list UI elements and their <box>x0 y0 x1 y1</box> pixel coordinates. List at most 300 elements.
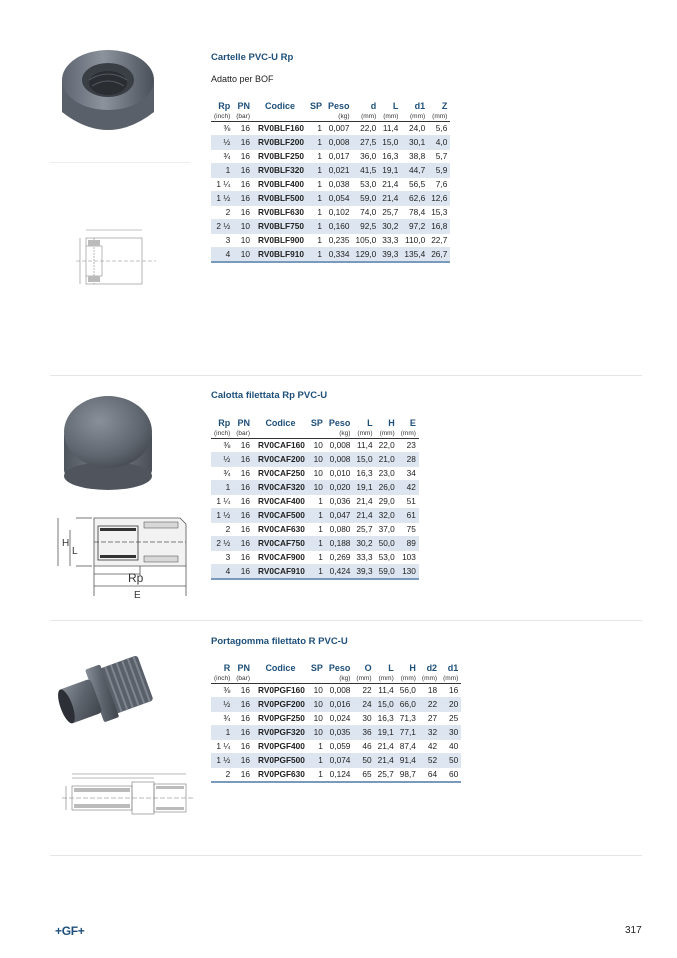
column-header: SP <box>310 418 323 428</box>
table-cell: 16 <box>233 206 253 220</box>
table-cell: 16,3 <box>375 712 397 726</box>
table-cell: 15,0 <box>375 698 397 712</box>
table-cell: 24 <box>353 698 374 712</box>
table-cell: 0,102 <box>325 206 353 220</box>
table-row <box>211 740 461 754</box>
column-header: Peso <box>328 663 351 673</box>
table-row <box>211 150 450 164</box>
table-cell: 129,0 <box>353 248 380 263</box>
table-cell: 28 <box>398 453 419 467</box>
table-cell: 26,0 <box>376 481 398 495</box>
table-cell: 0,059 <box>326 740 354 754</box>
unit-label: (mm) <box>375 674 397 684</box>
technical-drawing-portagomma <box>58 768 198 830</box>
product-code: RV0BLF320 <box>253 164 307 178</box>
table-cell: 2 <box>211 523 233 537</box>
table-cell: ¾ <box>211 712 233 726</box>
table-cell: 10 <box>233 220 253 234</box>
table-cell: 33,3 <box>379 234 401 248</box>
table-cell: 59,0 <box>353 192 380 206</box>
table-cell: 56,0 <box>397 684 419 698</box>
table-cell: 16 <box>233 122 253 136</box>
table-row <box>211 467 419 481</box>
unit-label: (kg) <box>325 112 353 122</box>
table-cell: 4 <box>211 248 233 263</box>
table-cell: 71,3 <box>397 712 419 726</box>
unit-label: (kg) <box>326 674 354 684</box>
table-cell: 91,4 <box>397 754 419 768</box>
product-code: RV0PGF400 <box>253 740 308 754</box>
product-code: RV0BLF500 <box>253 192 307 206</box>
table-cell: 1 <box>308 495 326 509</box>
table-units-row <box>211 674 461 684</box>
table-row <box>211 136 450 150</box>
table-cell: 21,4 <box>375 754 397 768</box>
table-cell: 87,4 <box>397 740 419 754</box>
dimension-label-l: L <box>72 546 78 557</box>
column-header: d1 <box>447 663 459 673</box>
table-cell: ⅜ <box>211 122 233 136</box>
table-cell: 30,1 <box>401 136 428 150</box>
section-subtitle-cartelle: Adatto per BOF <box>211 74 274 84</box>
table-cell: 16 <box>233 754 253 768</box>
product-code: RV0PGF200 <box>253 698 308 712</box>
table-cell: 16 <box>233 523 253 537</box>
table-cell: 1 <box>308 740 326 754</box>
table-row <box>211 509 419 523</box>
column-header: Peso <box>327 101 350 111</box>
table-cell: 12,6 <box>428 192 450 206</box>
table-cell: 36 <box>353 726 374 740</box>
table-cell: 92,5 <box>353 220 380 234</box>
unit-label <box>308 429 326 439</box>
table-header-row <box>211 100 450 112</box>
table-cell: ⅜ <box>211 684 233 698</box>
page-number: 317 <box>625 925 642 936</box>
table-cell: 1 ¼ <box>211 178 233 192</box>
table-row <box>211 684 461 698</box>
table-cell: 22,7 <box>428 234 450 248</box>
table-cell: 25,7 <box>353 523 375 537</box>
table-cell: 16 <box>233 509 253 523</box>
table-cell: 1 <box>307 206 325 220</box>
table-cell: 0,160 <box>325 220 353 234</box>
table-cell: 21,4 <box>379 178 401 192</box>
table-cell: 0,007 <box>325 122 353 136</box>
table-cell: 21,0 <box>376 453 398 467</box>
product-code: RV0BLF250 <box>253 150 307 164</box>
table-cell: 32 <box>419 726 440 740</box>
unit-label: (kg) <box>326 429 354 439</box>
section-title-cartelle: Cartelle PVC-U Rp <box>211 52 294 63</box>
table-cell: 4,0 <box>428 136 450 150</box>
table-cell: 1 <box>211 481 233 495</box>
table-cell: 0,054 <box>325 192 353 206</box>
table-cell: 0,080 <box>326 523 354 537</box>
table-cell: 10 <box>233 234 253 248</box>
table-cell: 0,038 <box>325 178 353 192</box>
table-row <box>211 439 419 453</box>
table-cell: 29,0 <box>376 495 398 509</box>
product-code: RV0BLF750 <box>253 220 307 234</box>
table-cell: 11,4 <box>379 122 401 136</box>
unit-label: (mm) <box>428 112 450 122</box>
product-photo-cartelle <box>52 40 164 152</box>
table-cell: 39,3 <box>353 565 375 580</box>
product-code: RV0PGF500 <box>253 754 308 768</box>
table-cell: 36,0 <box>353 150 380 164</box>
column-header: L <box>388 663 394 673</box>
table-cell: 16 <box>233 726 253 740</box>
table-cell: 24,0 <box>401 122 428 136</box>
table-row <box>211 122 450 136</box>
unit-label: (inch) <box>211 429 233 439</box>
table-cell: 0,020 <box>326 481 354 495</box>
column-header: L <box>392 101 399 111</box>
table-row <box>211 565 419 580</box>
table-cell: 16 <box>233 537 253 551</box>
table-cell: 27,5 <box>353 136 380 150</box>
table-cell: 1 <box>211 164 233 178</box>
unit-label <box>253 429 308 439</box>
table-cell: 1 ½ <box>211 754 233 768</box>
table-cell: 0,334 <box>325 248 353 263</box>
table-cell: 1 <box>307 164 325 178</box>
table-cell: 5,6 <box>428 122 450 136</box>
unit-label: (bar) <box>233 112 253 122</box>
table-cell: 0,008 <box>326 684 354 698</box>
table-cell: 1 ½ <box>211 509 233 523</box>
unit-label <box>307 112 325 122</box>
table-cell: 42 <box>419 740 440 754</box>
table-cell: 15,0 <box>353 453 375 467</box>
product-code: RV0CAF400 <box>253 495 308 509</box>
product-code: RV0CAF500 <box>253 509 308 523</box>
table-cell: 1 <box>211 726 233 740</box>
table-row <box>211 220 450 234</box>
photo-underline <box>50 162 190 163</box>
section-divider <box>50 620 642 621</box>
table-cell: 64 <box>419 768 440 783</box>
table-cell: 103 <box>398 551 419 565</box>
table-cell: 21,4 <box>353 509 375 523</box>
column-header: H <box>388 418 395 428</box>
section-title-calotta: Calotta filettata Rp PVC-U <box>211 390 328 401</box>
table-cell: 21,4 <box>379 192 401 206</box>
table-cell: 16 <box>440 684 461 698</box>
table-cell: 25,7 <box>379 206 401 220</box>
table-cell: 16 <box>233 192 253 206</box>
table-cell: 16 <box>233 740 253 754</box>
table-row <box>211 754 461 768</box>
table-cell: 11,4 <box>353 439 375 453</box>
column-header: Rp <box>218 101 231 111</box>
table-cell: 15,0 <box>379 136 401 150</box>
table-cell: 1 <box>307 136 325 150</box>
column-header: Peso <box>328 418 351 428</box>
technical-drawing-calotta <box>52 506 192 602</box>
table-cell: 16,3 <box>353 467 375 481</box>
gf-logo: +GF+ <box>55 924 85 938</box>
table-row <box>211 164 450 178</box>
table-cell: 15,3 <box>428 206 450 220</box>
table-cell: 1 <box>308 551 326 565</box>
table-cell: ½ <box>211 453 233 467</box>
table-cell: 34 <box>398 467 419 481</box>
table-cell: 2 ½ <box>211 537 233 551</box>
table-cell: 21,4 <box>353 495 375 509</box>
table-cell: 10 <box>308 698 326 712</box>
table-cell: 22 <box>419 698 440 712</box>
table-cell: 16 <box>233 136 253 150</box>
table-cell: 110,0 <box>401 234 428 248</box>
table-cell: 130 <box>398 565 419 580</box>
table-cell: 18 <box>419 684 440 698</box>
table-cell: 105,0 <box>353 234 380 248</box>
table-cell: 51 <box>398 495 419 509</box>
table-cell: 10 <box>308 481 326 495</box>
column-header: PN <box>237 101 250 111</box>
table-cell: 42 <box>398 481 419 495</box>
table-cell: 27 <box>419 712 440 726</box>
table-cell: 22,0 <box>376 439 398 453</box>
table-cell: 20 <box>440 698 461 712</box>
column-header: d <box>370 101 377 111</box>
column-header: Codice <box>264 101 295 111</box>
table-cell: 30,2 <box>379 220 401 234</box>
product-code: RV0BLF200 <box>253 136 307 150</box>
table-cell: 3 <box>211 234 233 248</box>
product-code: RV0BLF160 <box>253 122 307 136</box>
table-cell: 0,008 <box>326 439 354 453</box>
column-header: R <box>223 663 231 673</box>
table-row <box>211 192 450 206</box>
table-cell: 7,6 <box>428 178 450 192</box>
table-cell: 1 <box>307 220 325 234</box>
unit-label: (bar) <box>233 429 253 439</box>
table-units-row <box>211 112 450 122</box>
table-cell: 25 <box>440 712 461 726</box>
table-cell: 1 <box>308 509 326 523</box>
table-cell: 62,6 <box>401 192 428 206</box>
table-cell: 16 <box>233 150 253 164</box>
table-cell: 1 ¼ <box>211 495 233 509</box>
unit-label <box>308 674 326 684</box>
column-header: SP <box>309 101 322 111</box>
table-cell: 53,0 <box>376 551 398 565</box>
unit-label: (bar) <box>233 674 253 684</box>
unit-label: (mm) <box>419 674 440 684</box>
product-code: RV0CAF630 <box>253 523 308 537</box>
table-cell: 0,269 <box>326 551 354 565</box>
table-cell: 0,074 <box>326 754 354 768</box>
table-row <box>211 248 450 263</box>
table-cell: 37,0 <box>376 523 398 537</box>
section-divider <box>50 375 642 376</box>
unit-label: (inch) <box>211 674 233 684</box>
table-row <box>211 523 419 537</box>
table-cell: 16 <box>233 551 253 565</box>
table-cell: 1 <box>308 537 326 551</box>
table-cell: 0,008 <box>325 136 353 150</box>
column-header: E <box>409 418 416 428</box>
table-row <box>211 768 461 783</box>
unit-label: (mm) <box>440 674 461 684</box>
table-cell: 10 <box>308 684 326 698</box>
table-cell: 25,7 <box>375 768 397 783</box>
section-divider <box>50 855 642 856</box>
table-row <box>211 178 450 192</box>
table-cell: 2 <box>211 768 233 783</box>
unit-label: (mm) <box>353 674 374 684</box>
table-cell: 3 <box>211 551 233 565</box>
product-code: RV0CAF320 <box>253 481 308 495</box>
table-row <box>211 726 461 740</box>
table-cell: 38,8 <box>401 150 428 164</box>
table-row <box>211 234 450 248</box>
table-cell: 10 <box>308 712 326 726</box>
unit-label: (mm) <box>353 112 380 122</box>
table-cell: 1 <box>307 178 325 192</box>
table-cell: 53,0 <box>353 178 380 192</box>
table-cell: 0,424 <box>326 565 354 580</box>
table-cell: 16 <box>233 768 253 783</box>
table-cell: 0,036 <box>326 495 354 509</box>
table-cell: 16 <box>233 481 253 495</box>
unit-label: (mm) <box>401 112 428 122</box>
table-cell: 16 <box>233 178 253 192</box>
table-cell: 4 <box>211 565 233 580</box>
table-cell: 1 <box>307 192 325 206</box>
product-code: RV0PGF160 <box>253 684 308 698</box>
table-cell: 19,1 <box>353 481 375 495</box>
table-cell: 61 <box>398 509 419 523</box>
table-cell: 0,016 <box>326 698 354 712</box>
table-cell: 30 <box>353 712 374 726</box>
table-cell: 22 <box>353 684 374 698</box>
table-cell: 22,0 <box>353 122 380 136</box>
table-cell: 19,1 <box>379 164 401 178</box>
table-cell: 16 <box>233 453 253 467</box>
spec-table-portagomma <box>211 662 461 783</box>
table-cell: 30 <box>440 726 461 740</box>
table-cell: 16 <box>233 698 253 712</box>
table-row <box>211 453 419 467</box>
dimension-label-e: E <box>134 590 141 601</box>
table-row <box>211 712 461 726</box>
table-row <box>211 481 419 495</box>
table-cell: 56,5 <box>401 178 428 192</box>
product-photo-portagomma <box>52 648 162 748</box>
table-cell: 98,7 <box>397 768 419 783</box>
table-cell: 2 ½ <box>211 220 233 234</box>
table-cell: 10 <box>308 453 326 467</box>
table-cell: 75 <box>398 523 419 537</box>
table-cell: 1 <box>308 523 326 537</box>
product-code: RV0PGF250 <box>253 712 308 726</box>
table-cell: ¾ <box>211 467 233 481</box>
table-cell: 46 <box>353 740 374 754</box>
unit-label: (mm) <box>379 112 401 122</box>
table-header-row <box>211 662 461 674</box>
column-header: PN <box>237 418 250 428</box>
table-row <box>211 698 461 712</box>
table-cell: 77,1 <box>397 726 419 740</box>
table-cell: 16 <box>233 495 253 509</box>
column-header: Rp <box>218 418 231 428</box>
unit-label: (mm) <box>376 429 398 439</box>
product-code: RV0BLF630 <box>253 206 307 220</box>
table-cell: 16 <box>233 565 253 580</box>
product-code: RV0BLF900 <box>253 234 307 248</box>
table-cell: ⅜ <box>211 439 233 453</box>
table-cell: 10 <box>308 726 326 740</box>
table-cell: 50 <box>353 754 374 768</box>
table-cell: 1 ¼ <box>211 740 233 754</box>
table-cell: 30,2 <box>353 537 375 551</box>
unit-label <box>253 674 308 684</box>
table-cell: 50,0 <box>376 537 398 551</box>
table-cell: 5,7 <box>428 150 450 164</box>
table-cell: 135,4 <box>401 248 428 263</box>
product-code: RV0BLF400 <box>253 178 307 192</box>
table-cell: 2 <box>211 206 233 220</box>
spec-table-calotta <box>211 417 419 580</box>
table-row <box>211 495 419 509</box>
table-cell: 59,0 <box>376 565 398 580</box>
unit-label: (mm) <box>353 429 375 439</box>
table-cell: 97,2 <box>401 220 428 234</box>
table-cell: 41,5 <box>353 164 380 178</box>
table-cell: 0,047 <box>326 509 354 523</box>
table-cell: 0,235 <box>325 234 353 248</box>
table-cell: 23,0 <box>376 467 398 481</box>
table-cell: 16 <box>233 684 253 698</box>
table-cell: 1 ½ <box>211 192 233 206</box>
section-title-portagomma: Portagomma filettato R PVC-U <box>211 636 348 647</box>
table-cell: ½ <box>211 136 233 150</box>
table-cell: 74,0 <box>353 206 380 220</box>
table-cell: 19,1 <box>375 726 397 740</box>
table-cell: 52 <box>419 754 440 768</box>
product-code: RV0CAF750 <box>253 537 308 551</box>
product-code: RV0CAF910 <box>253 565 308 580</box>
table-cell: 10 <box>308 467 326 481</box>
table-cell: 5,9 <box>428 164 450 178</box>
table-cell: 1 <box>308 754 326 768</box>
table-cell: 26,7 <box>428 248 450 263</box>
unit-label: (inch) <box>211 112 233 122</box>
product-code: RV0PGF630 <box>253 768 308 783</box>
table-cell: 65 <box>353 768 374 783</box>
table-cell: 0,124 <box>326 768 354 783</box>
column-header: H <box>409 663 416 673</box>
table-cell: 0,024 <box>326 712 354 726</box>
table-cell: 0,021 <box>325 164 353 178</box>
table-cell: 0,008 <box>326 453 354 467</box>
table-cell: 11,4 <box>375 684 397 698</box>
table-cell: 0,017 <box>325 150 353 164</box>
spec-table-cartelle <box>211 100 450 263</box>
dimension-label-rp: Rp <box>128 571 144 585</box>
table-cell: 16 <box>233 164 253 178</box>
table-row <box>211 537 419 551</box>
table-row <box>211 206 450 220</box>
table-cell: ½ <box>211 698 233 712</box>
table-cell: 10 <box>233 248 253 263</box>
column-header: SP <box>310 663 323 673</box>
unit-label: (mm) <box>398 429 419 439</box>
